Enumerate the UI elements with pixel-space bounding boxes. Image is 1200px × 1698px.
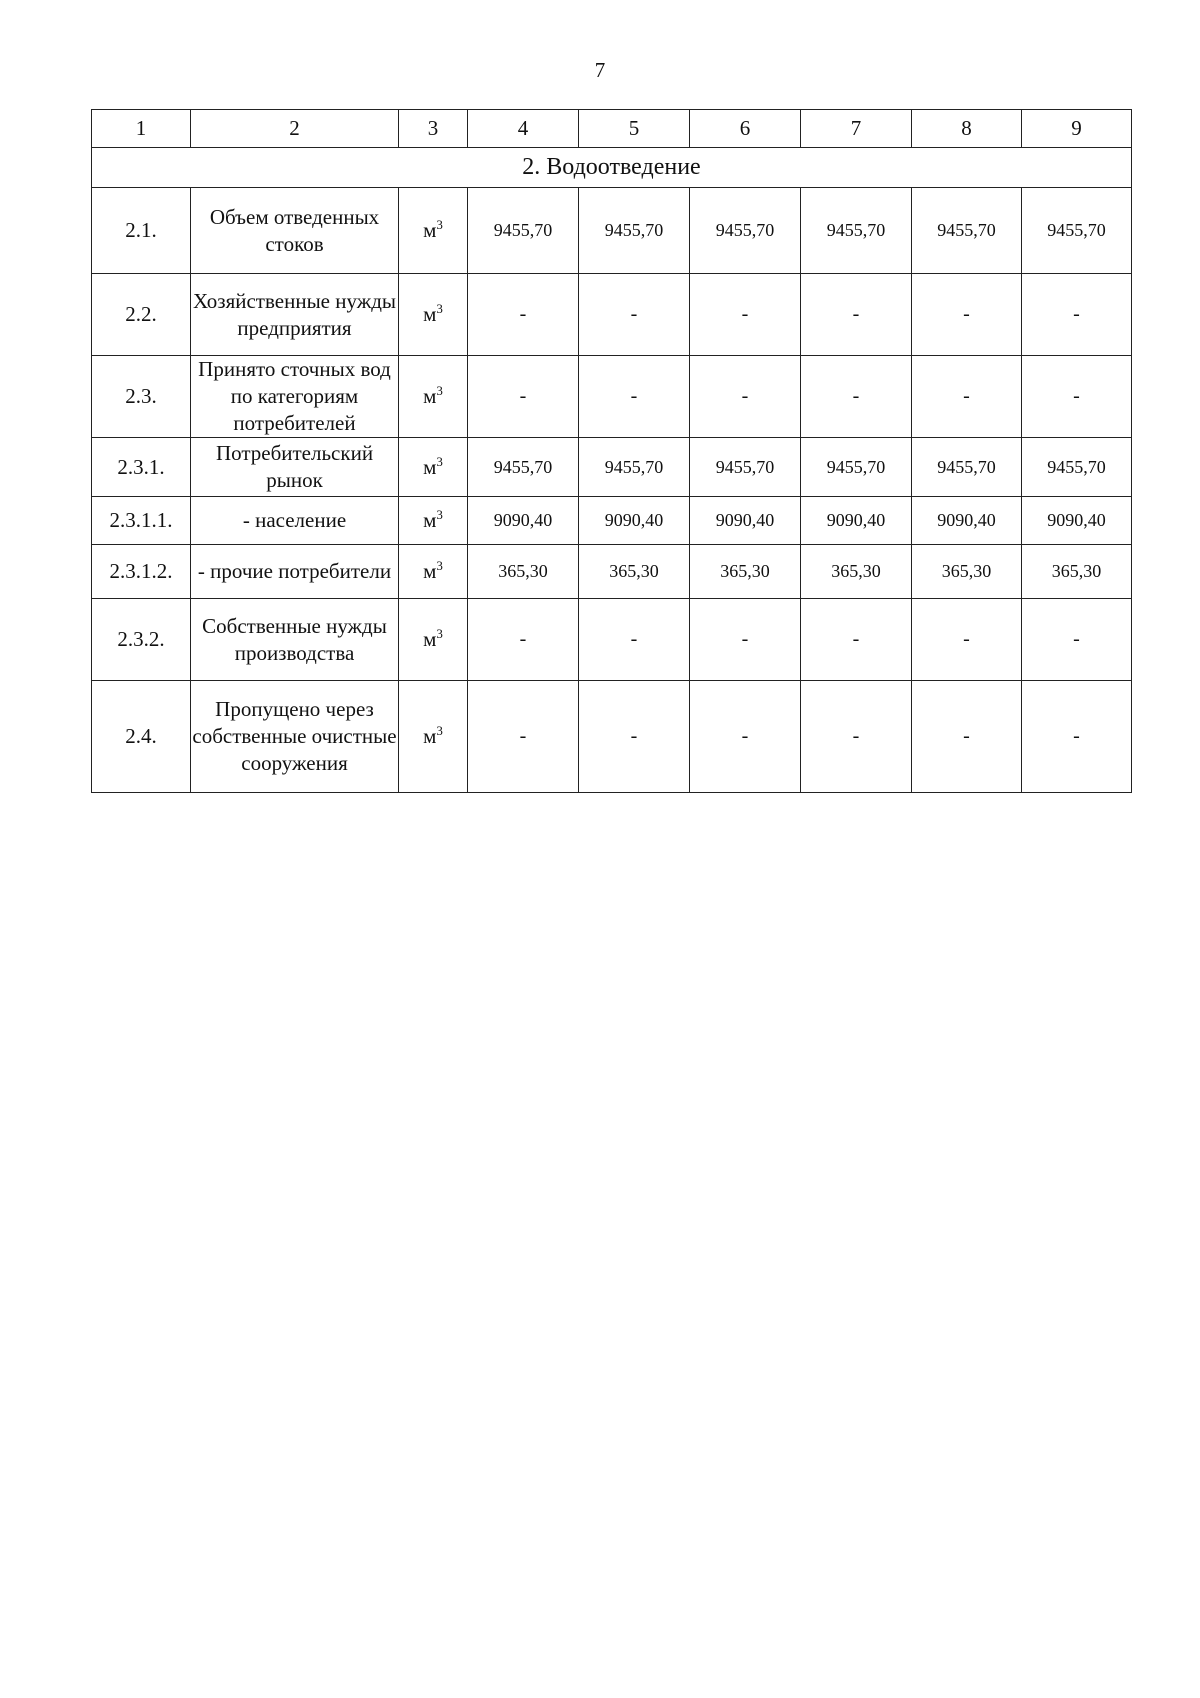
row-name: - прочие потребители (191, 545, 399, 599)
row-number: 2.3.1. (92, 438, 191, 497)
table-row (92, 545, 1132, 599)
value-cell: - (912, 356, 1022, 438)
value-cell: - (1022, 599, 1132, 681)
column-header-1: 1 (92, 110, 191, 148)
table-row (92, 438, 1132, 497)
value-cell: 9090,40 (1022, 497, 1132, 545)
row-unit (399, 188, 468, 274)
value-cell: - (912, 274, 1022, 356)
unit-exponent: 3 (436, 507, 443, 522)
value-cell: - (912, 681, 1022, 793)
row-name: Собственные нужды производства (191, 599, 399, 681)
row-name: Хозяйственные нужды предприятия (191, 274, 399, 356)
value-cell: 9090,40 (801, 497, 912, 545)
value-cell: - (1022, 356, 1132, 438)
row-number: 2.3. (92, 356, 191, 438)
column-header-7: 7 (801, 110, 912, 148)
value-cell: - (468, 274, 579, 356)
column-header-8: 8 (912, 110, 1022, 148)
column-header-5: 5 (579, 110, 690, 148)
row-unit (399, 545, 468, 599)
table-row (92, 356, 1132, 438)
column-header-2: 2 (191, 110, 399, 148)
row-number: 2.4. (92, 681, 191, 793)
table-row (92, 188, 1132, 274)
column-header-3: 3 (399, 110, 468, 148)
value-cell: 9455,70 (468, 188, 579, 274)
value-cell: 365,30 (690, 545, 801, 599)
value-cell: - (690, 356, 801, 438)
row-number: 2.1. (92, 188, 191, 274)
value-cell: 9455,70 (690, 438, 801, 497)
row-number: 2.3.1.1. (92, 497, 191, 545)
unit-text: м (423, 302, 437, 326)
water-disposal-table (91, 109, 1132, 793)
row-unit (399, 356, 468, 438)
value-cell: 9455,70 (801, 438, 912, 497)
table-row (92, 681, 1132, 793)
section-row (92, 148, 1132, 188)
unit-exponent: 3 (436, 301, 443, 316)
column-header-9: 9 (1022, 110, 1132, 148)
unit-text: м (423, 454, 437, 479)
value-cell: - (690, 599, 801, 681)
table-row (92, 497, 1132, 545)
unit-text: м (423, 218, 437, 242)
value-cell: 9455,70 (1022, 438, 1132, 497)
value-cell: 9090,40 (912, 497, 1022, 545)
value-cell: 9090,40 (579, 497, 690, 545)
value-cell: 9455,70 (1022, 188, 1132, 274)
value-cell: - (579, 356, 690, 438)
value-cell: 9455,70 (690, 188, 801, 274)
value-cell: - (801, 274, 912, 356)
value-cell: 365,30 (801, 545, 912, 599)
unit-exponent: 3 (436, 723, 443, 738)
unit-text: м (423, 627, 437, 651)
value-cell: 9455,70 (912, 438, 1022, 497)
value-cell: 9455,70 (579, 438, 690, 497)
unit-text: м (423, 508, 437, 532)
unit-exponent: 3 (436, 453, 443, 469)
value-cell: - (801, 599, 912, 681)
unit-exponent: 3 (436, 626, 443, 641)
value-cell: - (801, 681, 912, 793)
row-number: 2.2. (92, 274, 191, 356)
row-name: Потребительский рынок (191, 438, 399, 497)
value-cell: - (912, 599, 1022, 681)
row-name: Пропущено через собственные очистные сооружения (191, 681, 399, 793)
value-cell: 365,30 (579, 545, 690, 599)
value-cell: 9090,40 (468, 497, 579, 545)
column-header-4: 4 (468, 110, 579, 148)
row-name: Принято сточных вод по категориям потребителей (191, 356, 399, 438)
unit-exponent: 3 (436, 217, 443, 232)
row-number: 2.3.1.2. (92, 545, 191, 599)
unit-text: м (423, 384, 437, 408)
unit-exponent: 3 (436, 383, 443, 398)
value-cell: - (468, 681, 579, 793)
unit-text: м (423, 724, 437, 748)
unit-exponent: 3 (436, 558, 443, 573)
section-title: 2. Водоотведение (92, 148, 1132, 188)
value-cell: 365,30 (1022, 545, 1132, 599)
page-number: 7 (594, 58, 606, 82)
unit-text: м (423, 559, 437, 583)
row-unit (399, 599, 468, 681)
value-cell: 9455,70 (468, 438, 579, 497)
row-unit (399, 438, 468, 497)
value-cell: - (579, 681, 690, 793)
value-cell: 365,30 (912, 545, 1022, 599)
value-cell: 9455,70 (912, 188, 1022, 274)
row-unit (399, 497, 468, 545)
column-header-6: 6 (690, 110, 801, 148)
value-cell: - (801, 356, 912, 438)
value-cell: 9090,40 (690, 497, 801, 545)
row-number: 2.3.2. (92, 599, 191, 681)
value-cell: 365,30 (468, 545, 579, 599)
value-cell: - (690, 274, 801, 356)
row-unit (399, 274, 468, 356)
value-cell: - (579, 274, 690, 356)
value-cell: - (579, 599, 690, 681)
value-cell: - (468, 599, 579, 681)
value-cell: - (690, 681, 801, 793)
table-row (92, 599, 1132, 681)
row-name: - население (191, 497, 399, 545)
table-row (92, 274, 1132, 356)
column-number-row (92, 110, 1132, 148)
value-cell: 9455,70 (801, 188, 912, 274)
value-cell: - (1022, 274, 1132, 356)
value-cell: 9455,70 (579, 188, 690, 274)
value-cell: - (468, 356, 579, 438)
value-cell: - (1022, 681, 1132, 793)
row-unit (399, 681, 468, 793)
row-name: Объем отведенных стоков (191, 188, 399, 274)
